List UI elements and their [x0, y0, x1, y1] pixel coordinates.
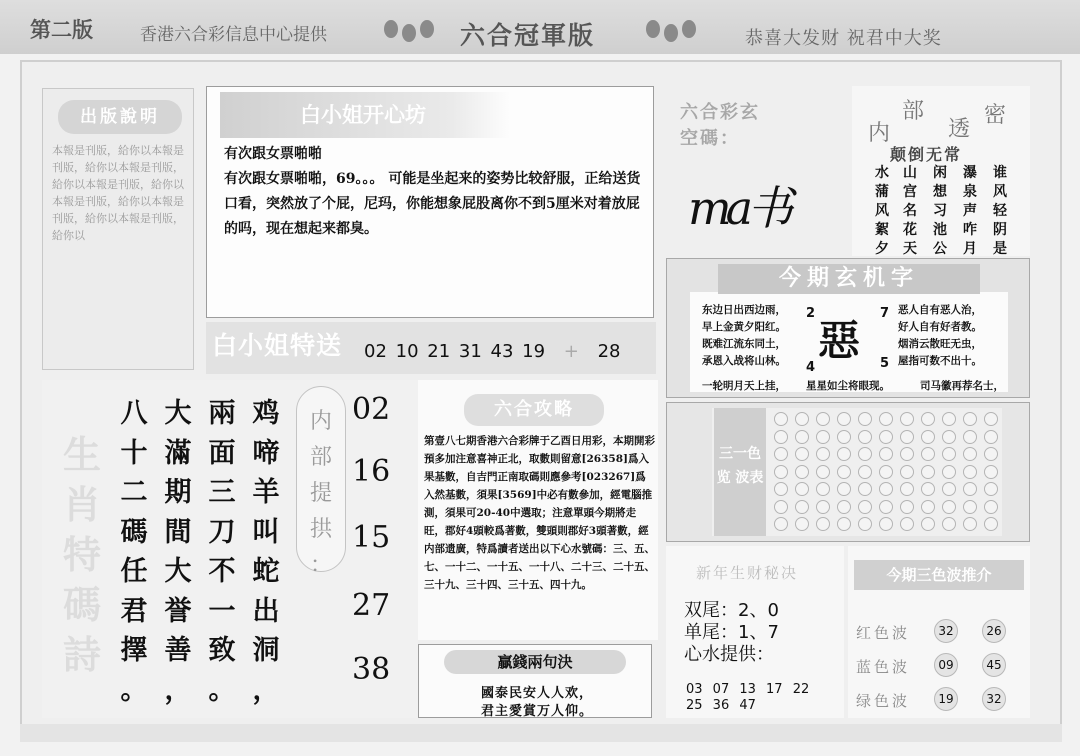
insider-number: 27	[352, 588, 391, 623]
lantern-icon	[646, 20, 660, 38]
grid-circle	[858, 447, 872, 461]
grid-circle	[774, 465, 788, 479]
special-main-numbers: 02 10 21 31 43 19	[364, 341, 546, 362]
grid-circle	[942, 482, 956, 496]
insider-char: ：	[309, 553, 332, 578]
poem-char: 間	[164, 516, 192, 548]
code-glyph: ma书	[688, 181, 788, 235]
secret-char: 谁	[993, 165, 1007, 181]
secret-char: 习	[933, 203, 947, 219]
poem-char: 。	[120, 674, 148, 706]
grid-circle	[900, 465, 914, 479]
riddle-right	[898, 302, 1010, 370]
grid-circle	[942, 412, 956, 426]
secret-title	[860, 94, 1020, 146]
strategy-body: 第壹八七期香港六合彩牌于乙酉日用彩，本期開彩預多加注意喜神正北，取數則留意[26358]爲入果基數，自吉門正南取碼則應參考[023267]爲入然基數，須果[3569]中必有數參加，經電腦推測，須果可20-40中選取；注意單頭今期將走旺，郡好4頭較爲著數，雙頭則郡好3頭著數，經内部遗廣，特爲讀者送出以下心水號碼：三、五、七、一十二、一十五、一十八、二十三、二十五、三十九、三十四、三十五、四十九。	[424, 435, 655, 591]
secret-char: 闲	[933, 165, 947, 181]
poem-char: 刀	[208, 516, 236, 548]
poem-char: 滿	[164, 437, 192, 469]
provider-label: 香港六合彩信息中心提供	[140, 25, 327, 45]
grid-circle	[921, 412, 935, 426]
riddle-line: 好人自有好者教。	[898, 321, 982, 333]
grid-circle	[942, 517, 956, 531]
grid-circle	[984, 412, 998, 426]
brand-title: 六合冠軍版	[460, 21, 596, 50]
grid-circle	[774, 430, 788, 444]
poem-watermark: 生肖特碼詩	[62, 433, 101, 677]
grid-circle	[816, 430, 830, 444]
wave-label: 红色波	[856, 624, 911, 642]
edition-label: 第二版	[30, 18, 93, 42]
poem-column	[200, 394, 244, 710]
heart-label: 心水提供：	[684, 644, 774, 665]
secret-column	[930, 164, 950, 259]
secret-title-char: 密	[984, 103, 1007, 128]
wave-ball: 09	[934, 653, 958, 677]
special-numbers	[364, 341, 621, 362]
poem-char: 兩	[208, 398, 236, 429]
grid-circle	[984, 517, 998, 531]
grid-circle	[774, 517, 788, 531]
secret-title-char: 透	[948, 117, 971, 142]
grid-circle	[921, 465, 935, 479]
poem-char: 任	[120, 556, 148, 587]
plus-sign: +	[563, 341, 579, 362]
poem-char: 致	[208, 635, 236, 666]
grid-circle	[795, 465, 809, 479]
grid-circle	[963, 447, 977, 461]
poem-char: 擇	[120, 635, 148, 666]
grid-circle	[816, 482, 830, 496]
insider-number: 02	[352, 392, 391, 427]
secret-column	[960, 164, 980, 259]
grid-circle	[984, 465, 998, 479]
mystery-number: 7	[880, 306, 890, 321]
riddle-line: 早上金黄夕阳红。	[702, 321, 786, 333]
poem-column	[112, 394, 156, 710]
grid-circle	[963, 500, 977, 514]
grid-circle	[837, 430, 851, 444]
grid-circle	[900, 447, 914, 461]
grid-circle	[795, 430, 809, 444]
wave-label: 绿色波	[856, 692, 911, 710]
grid-circle	[879, 500, 893, 514]
story-text: 有次跟女票啪啪，69。。。 可能是坐起来的姿势比较舒服，正给送货口看，突然放了个屁，尼玛，你能想象屁股离你不到5厘米对着放屁的吗，现在想起来都臭。	[224, 171, 641, 237]
grid-circle	[900, 500, 914, 514]
secret-char: 山	[903, 165, 917, 181]
double-tail: 双尾：2、0	[684, 600, 779, 621]
poem-column	[156, 394, 200, 710]
grid-circle	[774, 500, 788, 514]
poem-char: 鸡	[252, 398, 280, 429]
grid-circle	[858, 465, 872, 479]
grid-label: 三一色览 波表	[716, 446, 764, 486]
secret-char: 月	[963, 241, 977, 257]
wave-ball: 32	[934, 619, 958, 643]
grid-circle	[900, 517, 914, 531]
riddle-line: 既难江流东同土，	[702, 338, 786, 350]
tail-numbers: 03 07 13 17 22 25 36 47	[686, 682, 810, 713]
grid-circle	[963, 482, 977, 496]
grid-circle	[900, 412, 914, 426]
lantern-icon	[384, 20, 398, 38]
secret-char: 风	[993, 184, 1007, 200]
strategy-title: 六合攻略	[464, 394, 604, 426]
secret-char: 风	[875, 203, 889, 219]
secret-title-char: 部	[902, 99, 925, 124]
riddle-line: 东边日出西边雨，	[702, 304, 786, 316]
grid-circle	[858, 517, 872, 531]
poem-char: 出	[252, 595, 280, 627]
poem-char: 面	[208, 437, 236, 469]
poem-char: 期	[164, 477, 192, 508]
poem-char: 碼	[120, 516, 148, 548]
poem-char: ，	[164, 674, 192, 706]
riddle-line: 承恩入战将山林。	[702, 355, 786, 367]
riddle-bottom-left: 一轮明月天上挂，	[702, 380, 786, 392]
riddle-bottom-mid: 星星如尘将眼现。	[806, 380, 890, 392]
grid-circle	[837, 517, 851, 531]
secret-char: 公	[933, 241, 947, 257]
code-label: 六合彩玄空碼：	[680, 102, 760, 149]
grid-circle	[879, 482, 893, 496]
secret-char: 阴	[993, 222, 1007, 238]
couplet-line: 君主愛賞万人仰。	[480, 704, 593, 719]
couplet-title: 贏錢兩句決	[444, 650, 626, 674]
couplet-line: 國泰民安人人欢，	[480, 686, 593, 701]
story-line1: 有次跟女票啪啪	[224, 146, 322, 162]
lantern-icon	[402, 24, 416, 42]
grid-circle	[942, 465, 956, 479]
poem-char: 君	[120, 595, 148, 627]
intro-title: 出版說明	[58, 100, 182, 134]
grid-circle	[816, 517, 830, 531]
insider-number: 38	[352, 652, 391, 687]
secret-char: 蒲	[875, 184, 889, 200]
special-extra-number: 28	[597, 341, 621, 362]
grid-circle	[879, 412, 893, 426]
grid-circle	[984, 482, 998, 496]
poem-char: 洞	[252, 635, 280, 666]
grid-circle	[858, 500, 872, 514]
grid-circle	[795, 447, 809, 461]
poem-char: 羊	[252, 477, 280, 508]
grid-circle	[816, 447, 830, 461]
poem-char: 二	[120, 477, 148, 508]
wave-title: 今期三色波推介	[854, 560, 1024, 590]
lantern-icon	[664, 24, 678, 42]
mystery-number: 2	[806, 306, 816, 321]
poem-char: 三	[208, 477, 236, 508]
insider-number: 15	[352, 520, 391, 555]
grid-circle	[837, 465, 851, 479]
secret-char: 宫	[903, 184, 917, 200]
mystery-number: 4	[806, 360, 816, 375]
secret-char: 瀑	[963, 165, 977, 181]
congrats-banner: 恭喜大发财 祝君中大奖	[745, 28, 942, 49]
secret-column	[990, 164, 1010, 259]
lantern-icon	[420, 20, 434, 38]
riddle-left	[702, 302, 812, 370]
secret-title-char: 内	[868, 121, 891, 146]
poem-char: 十	[120, 437, 148, 469]
secret-char: 声	[963, 203, 977, 219]
riddle-line: 恶人自有恶人治，	[898, 304, 982, 316]
grid-circle	[942, 500, 956, 514]
grid-circle	[984, 500, 998, 514]
secret-char: 轻	[993, 203, 1007, 219]
grid-circle	[963, 465, 977, 479]
grid-circle	[963, 517, 977, 531]
tail-title: 新年生财秘决	[696, 564, 799, 582]
wave-ball: 26	[982, 619, 1006, 643]
secret-char: 夕	[875, 241, 889, 257]
wave-ball: 32	[982, 687, 1006, 711]
secret-subtitle: 颠倒无常	[890, 145, 963, 164]
poem-char: 不	[208, 556, 236, 587]
poem-char: 一	[208, 595, 236, 627]
insider-char: 提	[309, 481, 332, 506]
riddle-bottom-right: 司马徽再荐名士，	[920, 380, 1004, 392]
grid-circle	[921, 430, 935, 444]
insider-label	[302, 404, 340, 584]
secret-char: 水	[875, 165, 889, 181]
riddle-line: 屋指可数不出十。	[898, 355, 982, 367]
grid-circle	[921, 517, 935, 531]
riddle-line: 烟消云散旺无虫，	[898, 338, 982, 350]
insider-char: 内	[309, 409, 332, 434]
grid-circle	[795, 412, 809, 426]
grid-circle	[879, 447, 893, 461]
mystery-number: 5	[880, 356, 890, 371]
story-title: 白小姐开心坊	[220, 92, 510, 138]
tail-lines	[684, 600, 779, 666]
lantern-icon	[682, 20, 696, 38]
mystery-title: 今期玄机字	[718, 264, 980, 294]
secret-char: 泉	[963, 184, 977, 200]
poem-char: 大	[164, 556, 192, 587]
grid-circle	[858, 412, 872, 426]
poem-char: 叫	[252, 516, 280, 548]
secret-char: 池	[933, 222, 947, 238]
grid-circle	[816, 500, 830, 514]
mystery-character: 惡	[818, 316, 861, 365]
grid-circle	[858, 430, 872, 444]
poem-char: 啼	[252, 437, 280, 469]
secret-column	[900, 164, 920, 259]
grid-circle	[984, 447, 998, 461]
secret-char: 花	[903, 222, 917, 238]
grid-circle	[963, 412, 977, 426]
grid-circle	[921, 500, 935, 514]
single-tail: 单尾：1、7	[684, 622, 779, 643]
grid-circle	[837, 482, 851, 496]
grid-circle	[837, 500, 851, 514]
secret-column	[872, 164, 892, 259]
poem-char: 誉	[164, 595, 192, 627]
grid-circle	[879, 517, 893, 531]
grid-circle	[795, 500, 809, 514]
grid-circle	[774, 482, 788, 496]
grid-circle	[963, 430, 977, 444]
grid-circle	[774, 447, 788, 461]
grid-circle	[942, 447, 956, 461]
grid-circle	[795, 482, 809, 496]
intro-text: 本報是刊版，給你以本報是刊版，給你以本報是刊版，給你以本報是刊版，給你以本報是刊版，給你以本報是刊版，給你以本報是刊版，給你以	[52, 144, 184, 242]
grid-circle	[921, 482, 935, 496]
poem-char: ，	[252, 674, 280, 706]
grid-circle	[942, 430, 956, 444]
grid-circle	[879, 465, 893, 479]
secret-char: 天	[903, 241, 917, 257]
grid-circle	[900, 482, 914, 496]
poem-char: 八	[120, 398, 148, 429]
grid-circle	[795, 517, 809, 531]
poem-column	[244, 394, 288, 710]
insider-char: 拱	[309, 517, 332, 542]
poem-char: 。	[208, 674, 236, 706]
story-body	[224, 142, 644, 242]
poem-char: 蛇	[252, 556, 280, 587]
grid-circle	[858, 482, 872, 496]
secret-char: 咋	[963, 222, 977, 238]
grid-circle	[879, 430, 893, 444]
grid-circle	[774, 412, 788, 426]
secret-char: 是	[993, 241, 1007, 257]
grid-circle	[816, 412, 830, 426]
grid-circle	[921, 447, 935, 461]
poem-char: 善	[164, 635, 192, 666]
grid-circle	[984, 430, 998, 444]
secret-char: 想	[933, 184, 947, 200]
secret-char: 名	[903, 203, 917, 219]
grid-circle	[837, 447, 851, 461]
secret-char: 絮	[875, 222, 889, 238]
grid-circle	[900, 430, 914, 444]
special-label: 白小姐特送	[212, 331, 343, 360]
bottom-strip	[20, 724, 1062, 742]
grid-circle	[816, 465, 830, 479]
wave-ball: 45	[982, 653, 1006, 677]
wave-label: 蓝色波	[856, 658, 911, 676]
wave-ball: 19	[934, 687, 958, 711]
insider-number: 16	[352, 454, 391, 489]
insider-char: 部	[309, 445, 332, 470]
grid-circle	[837, 412, 851, 426]
poem-char: 大	[164, 398, 192, 429]
